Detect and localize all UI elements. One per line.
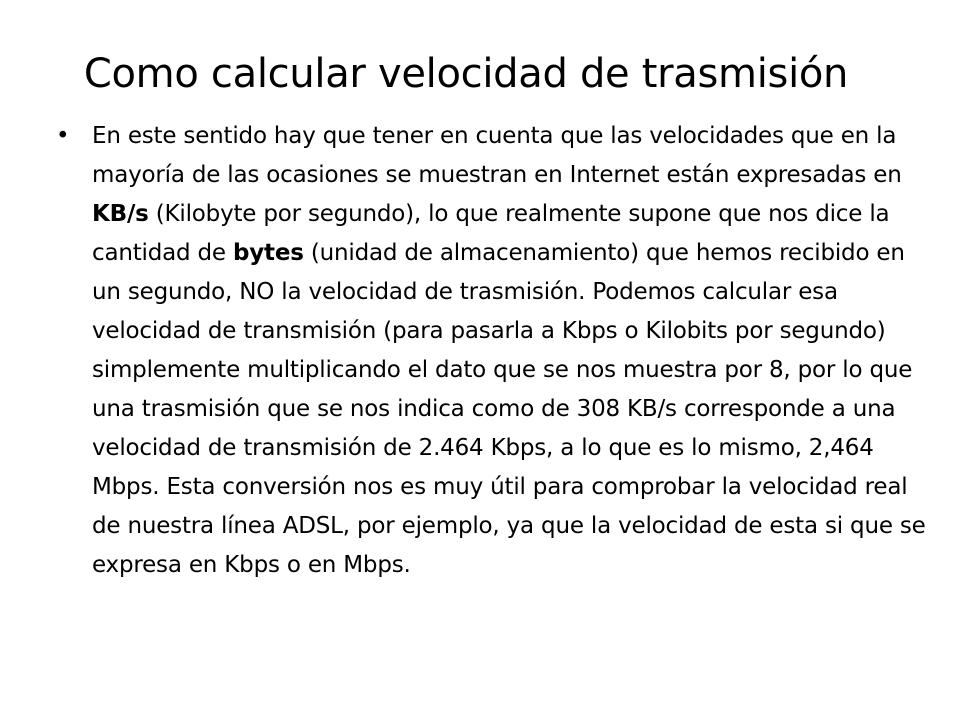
bullet-paragraph — [56, 117, 926, 585]
paragraph-text — [92, 123, 926, 578]
paragraph-text-part-2: (Kilobyte por segundo), lo que realmente supone que nos dice la cantidad de — [92, 201, 890, 266]
paragraph-text-part-1: En este sentido hay que tener en cuenta que las velocidades que en la mayoría de las ocasiones se muestran en Internet están expresadas en — [92, 123, 902, 188]
slide-content — [56, 117, 926, 585]
paragraph-bold-bytes: bytes — [233, 240, 304, 266]
paragraph-bold-kbs: KB/s — [92, 201, 149, 227]
bullet-point-icon: • — [56, 123, 70, 149]
slide-title: Como calcular velocidad de trasmisión — [83, 51, 849, 97]
paragraph-text-part-3: (unidad de almacenamiento) que hemos recibido en un segundo, NO la velocidad de trasmisión. Podemos calcular esa velocidad de transmisión (para pasarla a Kbps o Kilobits por segundo) simplemente multiplicando el dato que se nos muestra por 8, por lo que una trasmisión que se nos indica como de 308 KB/s corresponde a una velocidad de transmisión de 2.464 Kbps, a lo que es lo mismo, 2,464 Mbps. Esta conversión nos es muy útil para comprobar la velocidad real de nuestra línea ADSL, por ejemplo, ya que la velocidad de esta si que se expresa en Kbps o en Mbps. — [92, 240, 926, 578]
